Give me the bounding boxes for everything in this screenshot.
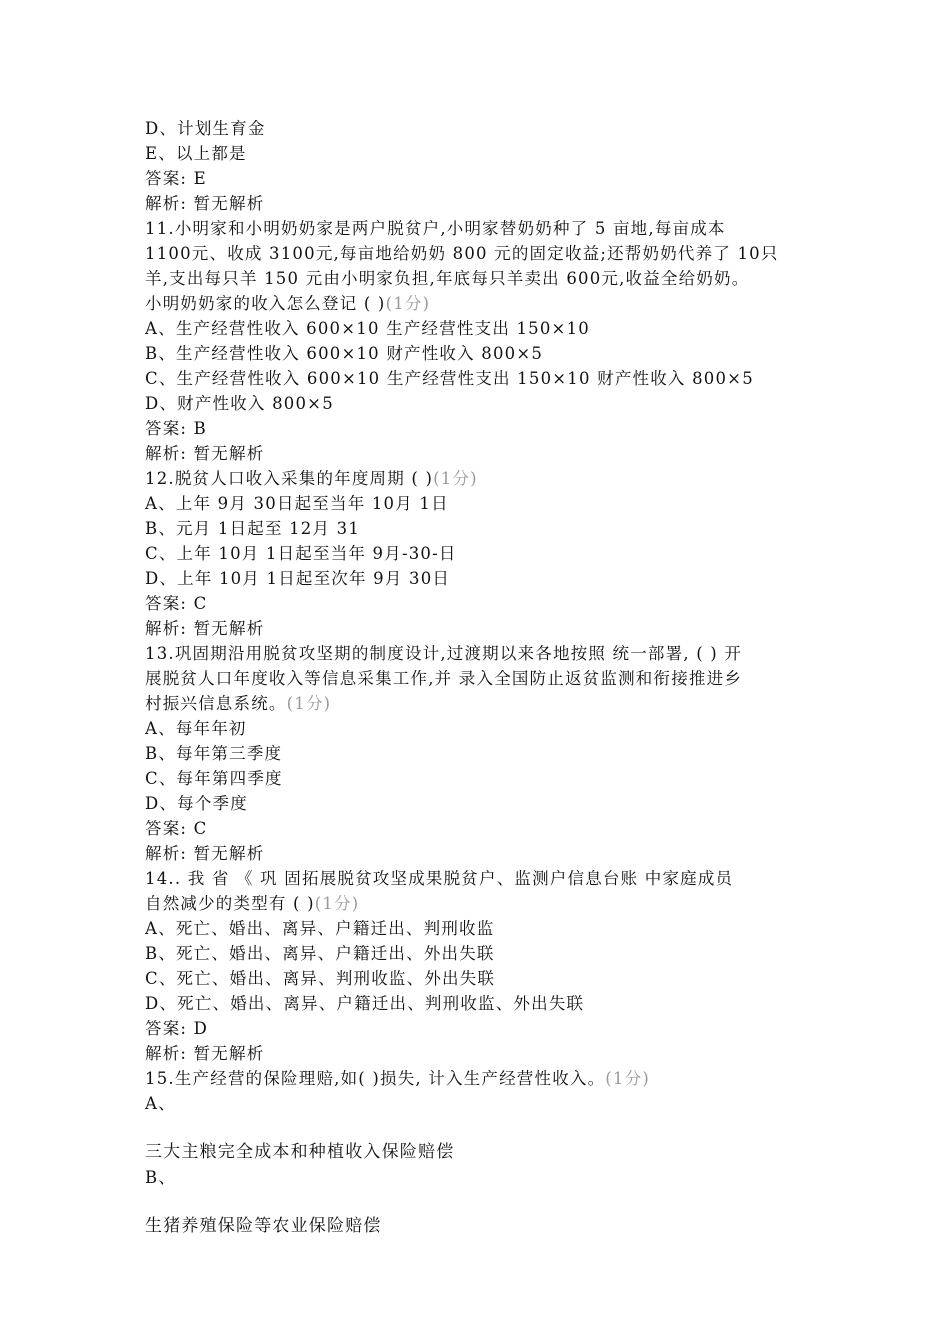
question-11-text: 1100元、收成 3100元,每亩地给奶奶 800 元的固定收益;还帮奶奶代养了 10只 <box>145 244 779 263</box>
option-d: D、上年 10月 1日起至次年 9月 30日 <box>145 569 451 588</box>
question-13-text: 13.巩固期沿用脱贫攻坚期的制度设计,过渡期以来各地按照 统一部署, ( ) 开 <box>145 644 743 663</box>
question-13-stem <box>145 691 810 716</box>
explanation-line: 解析: 暂无解析 <box>145 444 265 463</box>
option-b: B、生产经营性收入 600×10 财产性收入 800×5 <box>145 344 544 363</box>
option-c: C、每年第四季度 <box>145 769 283 788</box>
option-b: B、元月 1日起至 12月 31 <box>145 519 361 538</box>
explanation-line: 解析: 暂无解析 <box>145 1044 265 1063</box>
question-11-text: 11.小明家和小明奶奶家是两户脱贫户,小明家替奶奶种了 5 亩地,每亩成本 <box>145 219 726 238</box>
question-14-stem <box>145 891 810 916</box>
answer-line: 答案: C <box>145 819 208 838</box>
option-b: B、每年第三季度 <box>145 744 283 763</box>
answer-line: 答案: D <box>145 1019 209 1038</box>
question-15-stem <box>145 1066 810 1091</box>
answer-line: 答案: C <box>145 594 208 613</box>
score-label: (1分) <box>385 294 431 313</box>
question-11-stem <box>145 291 810 316</box>
score-label: (1分) <box>433 469 478 488</box>
option-a: A、每年年初 <box>145 719 247 738</box>
explanation-line: 解析: 暂无解析 <box>145 194 265 213</box>
option-b-text: 生猪养殖保险等农业保险赔偿 <box>145 1216 382 1236</box>
option-c: C、生产经营性收入 600×10 生产经营性支出 150×10 财产性收入 800×5 <box>145 369 754 388</box>
question-13-text: 展脱贫人口年度收入等信息采集工作,并 录入全国防止返贫监测和衔接推进乡 <box>145 669 742 688</box>
question-12-text: 12.脱贫人口收入采集的年度周期 ( ) <box>145 469 434 488</box>
question-14-text: 自然减少的类型有 ( ) <box>145 894 315 913</box>
option-a-text: 三大主粮完全成本和种植收入保险赔偿 <box>145 1142 455 1162</box>
question-14-text: 14.. 我 省 《 巩 固拓展脱贫攻坚成果脱贫户、监测户信息台账 中家庭成员 <box>145 869 734 888</box>
score-label: (1分) <box>286 694 332 713</box>
option-d: D、财产性收入 800×5 <box>145 394 334 413</box>
option-c: C、上年 10月 1日起至当年 9月-30-日 <box>145 544 457 563</box>
question-11-text: 羊,支出每只羊 150 元由小明家负担,年底每只羊卖出 600元,收益全给奶奶。 <box>145 269 750 288</box>
option-c: C、死亡、婚出、离异、判刑收监、外出失联 <box>145 969 496 988</box>
explanation-line: 解析: 暂无解析 <box>145 844 265 863</box>
explanation-line: 解析: 暂无解析 <box>145 619 265 638</box>
score-label: (1分) <box>605 1069 650 1088</box>
option-a-label: A、 <box>145 1094 176 1113</box>
option-d: D、死亡、婚出、离异、户籍迁出、判刑收监、外出失联 <box>145 994 585 1013</box>
option-line: E、以上都是 <box>145 144 247 163</box>
question-13-text: 村振兴信息系统。 <box>145 694 287 713</box>
option-a: A、上年 9月 30日起至当年 10月 1日 <box>145 494 449 513</box>
option-b: B、死亡、婚出、离异、户籍迁出、外出失联 <box>145 944 495 963</box>
answer-line: 答案: B <box>145 419 207 438</box>
spacer <box>145 1190 810 1214</box>
answer-line: 答案: E <box>145 169 207 188</box>
option-d: D、每个季度 <box>145 794 248 813</box>
question-12-stem <box>145 466 810 491</box>
document-page <box>145 116 810 1239</box>
option-line: D、计划生育金 <box>145 119 266 138</box>
option-a: A、死亡、婚出、离异、户籍迁出、判刑收监 <box>145 919 495 938</box>
option-b-label: B、 <box>145 1168 177 1187</box>
spacer <box>145 1116 810 1140</box>
question-11-text: 小明奶奶家的收入怎么登记 ( ) <box>145 294 386 313</box>
option-a: A、生产经营性收入 600×10 生产经营性支出 150×10 <box>145 319 590 338</box>
question-15-text: 15.生产经营的保险理赔,如( )损失, 计入生产经营性收入。 <box>145 1069 606 1088</box>
score-label: (1分) <box>314 894 360 913</box>
